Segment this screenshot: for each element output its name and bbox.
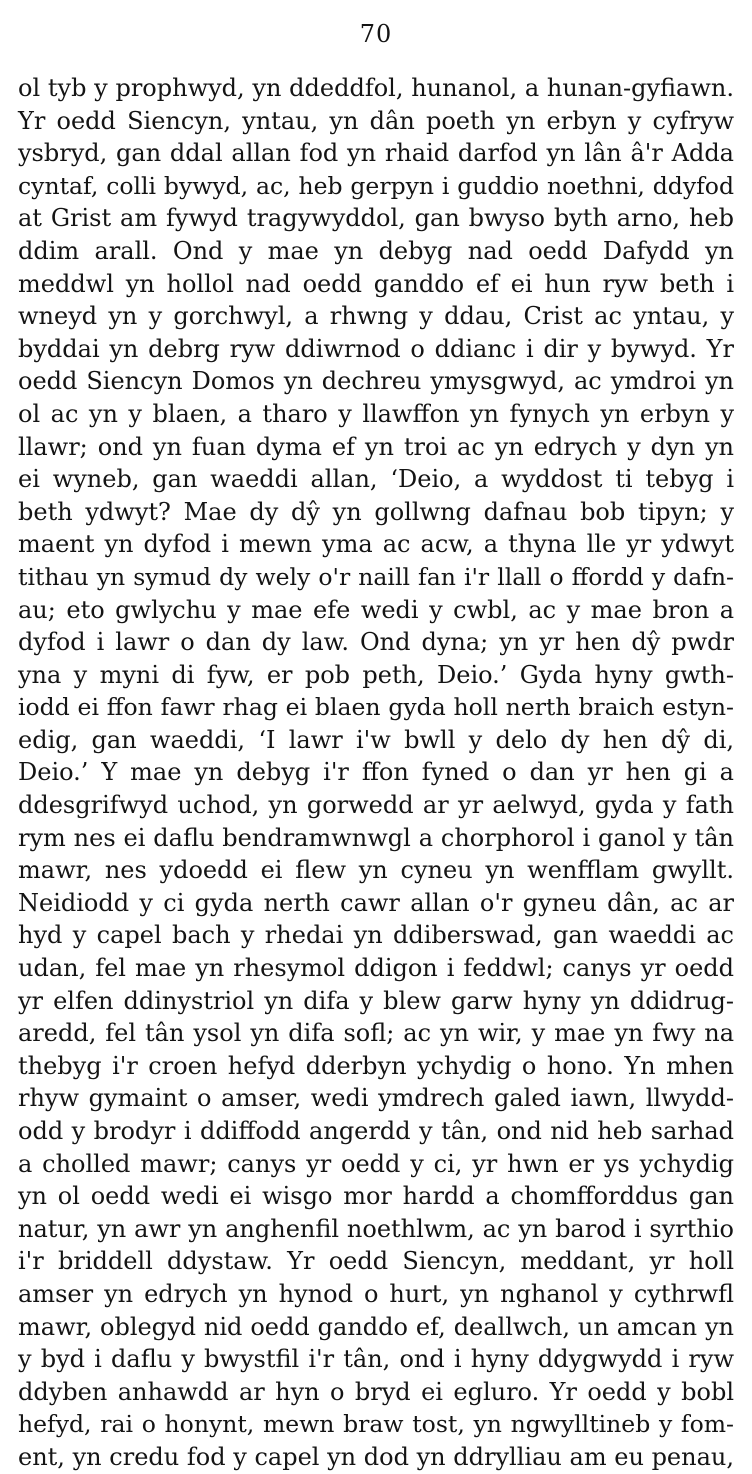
- text-line: yna y myni di fyw, er pob peth, Deio.’ Gyda hyny gwth-: [18, 660, 734, 689]
- text-line: amser yn edrych yn hynod o hurt, yn nghanol y cythrwfl: [18, 1279, 734, 1308]
- text-line: udan, fel mae yn rhesymol ddigon i feddwl; canys yr oedd: [18, 954, 734, 983]
- page-number: 70: [359, 20, 393, 48]
- text-line: ysbryd, gan ddal allan fod yn rhaid darfod yn lân â'r Adda: [18, 139, 734, 168]
- text-line: ddim arall. Ond y mae yn debyg nad oedd Dafydd yn: [18, 236, 734, 265]
- text-line: ol ac yn y blaen, a tharo y llawffon yn fynych yn erbyn y: [18, 399, 734, 428]
- text-line: meddwl yn hollol nad oedd ganddo ef ei hun ryw beth i: [18, 269, 734, 298]
- text-line: hyd y capel bach y rhedai yn ddiberswad, gan waeddi ac: [18, 921, 734, 950]
- text-line: au; eto gwlychu y mae efe wedi y cwbl, ac y mae bron a: [18, 595, 734, 624]
- text-line: thebyg i'r croen hefyd dderbyn ychydig o hono. Yn mhen: [18, 1051, 734, 1080]
- text-line: ol tyb y prophwyd, yn ddeddfol, hunanol, a hunan-gyfiawn.: [18, 74, 734, 102]
- text-line: ent, yn credu fod y capel yn dod yn ddrylliau am eu penau,: [18, 1442, 734, 1471]
- text-line: iodd ei ffon fawr rhag ei blaen gyda holl nerth braich estyn-: [18, 693, 734, 722]
- text-line: hefyd, rai o honynt, mewn braw tost, yn ngwylltineb y fom-: [18, 1410, 734, 1439]
- text-line: oedd Siencyn Domos yn dechreu ymysgwyd, ac ymdroi yn: [18, 367, 734, 396]
- text-line: ddyben anhawdd ar hyn o bryd ei egluro. Yr oedd y bobl: [18, 1377, 734, 1406]
- text-line: mawr, nes ydoedd ei flew yn cyneu yn wenfflam gwyllt.: [18, 856, 734, 885]
- text-line: wneyd yn y gorchwyl, a rhwng y ddau, Crist ac yntau, y: [18, 302, 734, 331]
- text-line: y byd i daflu y bwystfil i'r tân, ond i hyny ddygwydd i ryw: [18, 1345, 734, 1374]
- text-line: cyntaf, colli bywyd, ac, heb gerpyn i guddio noethni, ddyfod: [18, 171, 734, 200]
- text-line: yr elfen ddinystriol yn difa y blew garw hyny yn ddidrug-: [18, 986, 734, 1015]
- text-line: i'r briddell ddystaw. Yr oedd Siencyn, meddant, yr holl: [18, 1247, 734, 1276]
- text-line: a cholled mawr; canys yr oedd y ci, yr hwn er ys ychydig: [18, 1149, 734, 1178]
- text-line: llawr; ond yn fuan dyma ef yn troi ac yn edrych y dyn yn: [18, 432, 734, 461]
- text-line: yn ol oedd wedi ei wisgo mor hardd a chomfforddus gan: [18, 1182, 734, 1211]
- text-line: mawr, oblegyd nid oedd ganddo ef, deallwch, un amcan yn: [18, 1312, 734, 1341]
- text-line: Neidiodd y ci gyda nerth cawr allan o'r gyneu dân, ac ar: [18, 888, 734, 917]
- text-line: edig, gan waeddi, ‘I lawr i'w bwll y delo dy hen dŷ di,: [18, 725, 734, 754]
- text-line: rym nes ei daflu bendramwnwgl a chorphorol i ganol y tân: [18, 823, 734, 852]
- text-line: beth ydwyt? Mae dy dŷ yn gollwng dafnau bob tipyn; y: [18, 497, 734, 526]
- text-line: Yr oedd Siencyn, yntau, yn dân poeth yn erbyn y cyfryw: [18, 106, 734, 135]
- text-line: maent yn dyfod i mewn yma ac acw, a thyna lle yr ydwyt: [18, 530, 734, 559]
- text-line: ddesgrifwyd uchod, yn gorwedd ar yr aelwyd, gyda y fath: [18, 791, 734, 820]
- text-line: natur, yn awr yn anghenfil noethlwm, ac yn barod i syrthio: [18, 1214, 734, 1243]
- text-line: tithau yn symud dy wely o'r naill fan i'r llall o ffordd y dafn-: [18, 562, 734, 591]
- text-line: dyfod i lawr o dan dy law. Ond dyna; yn yr hen dŷ pwdr: [18, 628, 734, 657]
- text-line: odd y brodyr i ddiffodd angerdd y tân, ond nid heb sarhad: [18, 1117, 734, 1145]
- text-line: aredd, fel tân ysol yn difa sofl; ac yn wir, y mae yn fwy na: [18, 1019, 734, 1048]
- body-text: [18, 72, 734, 1474]
- text-line: at Grist am fywyd tragywyddol, gan bwyso byth arno, heb: [18, 204, 734, 233]
- text-line: ei wyneb, gan waeddi allan, ‘Deio, a wyddost ti tebyg i: [18, 465, 734, 494]
- text-line: byddai yn debrg ryw ddiwrnod o ddianc i dir y bywyd. Yr: [18, 334, 734, 363]
- text-line: Deio.’ Y mae yn debyg i'r ffon fyned o dan yr hen gi a: [18, 758, 734, 787]
- text-line: rhyw gymaint o amser, wedi ymdrech galed iawn, llwydd-: [18, 1084, 734, 1113]
